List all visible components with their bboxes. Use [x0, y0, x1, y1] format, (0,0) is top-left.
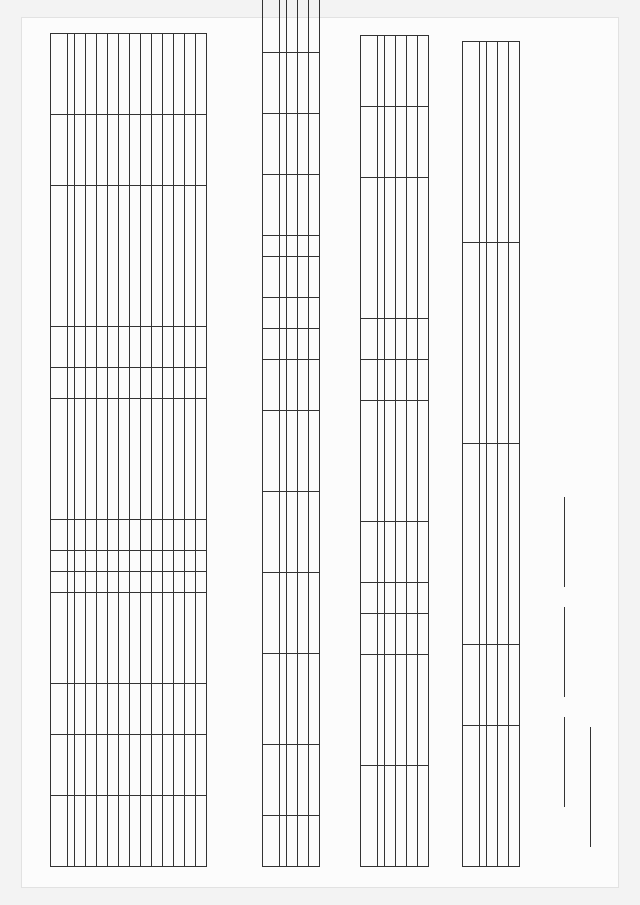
signature-line-3: [564, 497, 565, 587]
rotated-form: [22, 18, 618, 887]
document-page: [22, 18, 618, 887]
section-2-table: [262, 0, 320, 867]
section-4-table: [462, 41, 520, 867]
section-1-table: [50, 33, 207, 867]
section-3-table: [360, 35, 429, 867]
date-line: [590, 727, 591, 847]
signature-line-1: [564, 717, 565, 807]
signature-block: [542, 47, 602, 867]
signature-line-2: [564, 607, 565, 697]
